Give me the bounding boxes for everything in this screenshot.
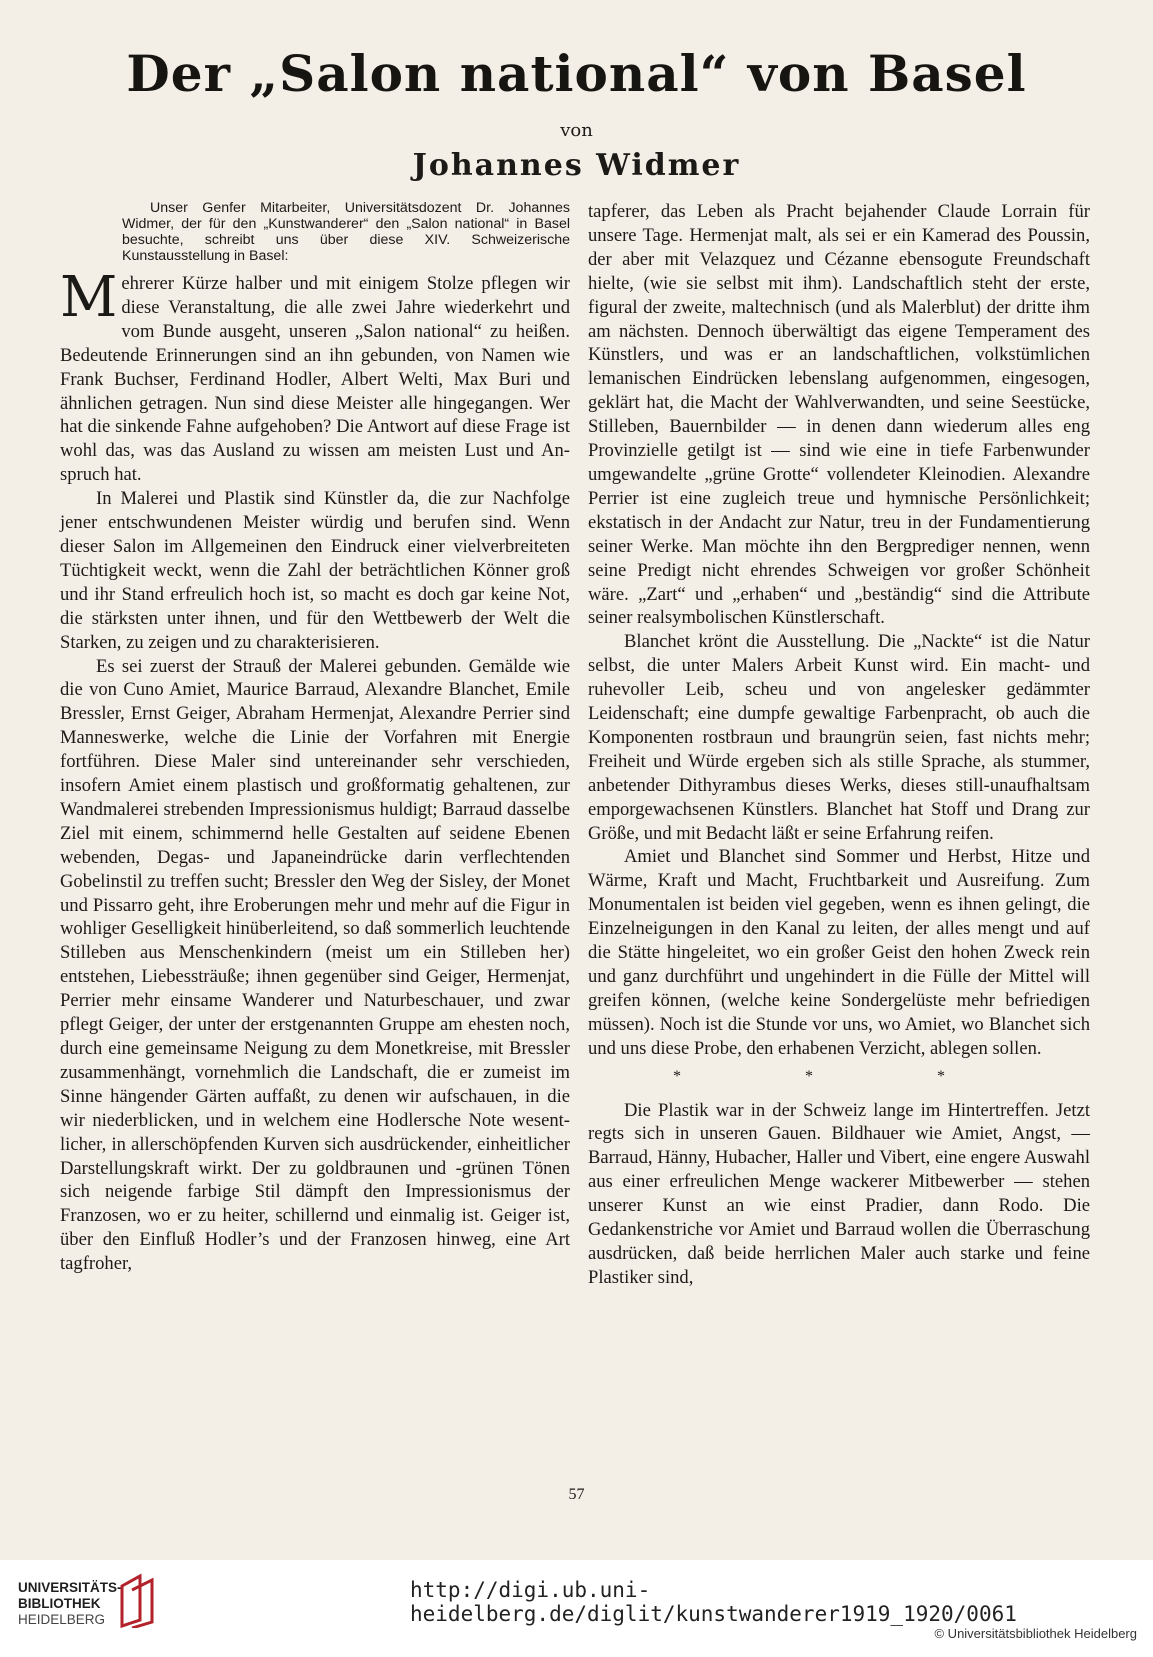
paragraph: Blanchet krönt die Ausstellung. Die „Nackte“ ist die Natur selbst, die unter Malers Arbeit Kunst wird. Ein macht- und ruhevoller Leib, scheu und von angelesker gedämmter Leidenschaft; eine dumpfe gewaltige Farbenpracht, ob auch die Komponenten rostbraun und braungrün seien, fast nichts mehr; Freiheit und Würde ergeben sich als stille Sprache, als stummer, anbetender Dithyrambus dieses Werks, dieses still-unaufhaltsam emporgewachsenen Künstlers. Blanchet hat Stoff und Drang zur Größe, und mit Bedacht läßt er seine Erfahrung reifen.: [588, 631, 1090, 844]
byline-von: von: [560, 120, 593, 141]
library-logo-icon: [118, 1572, 158, 1628]
paragraph: In Malerei und Plastik sind Künstler da, die zur Nachfolge jener entschwundenen Meister würdig und berufen sind. Wenn dieser Salon im Allgemeinen den Eindruck einer vielverbreiteten Tüchtigkeit weckt, wenn die Zahl der beträchtlichen Könner groß und ihr Stand erfreulich hoch ist, so macht es doch gar keine Not, die stärksten unter ihnen, und für den Wettbewerb der Welt die Starken, zu zeigen und zu charakterisieren.: [60, 488, 570, 653]
paragraph: tapferer, das Leben als Pracht bejahender Claude Lorrain für unsere Tage. Hermenjat malt, als sei er ein Kamerad des Poussin, der aber mit Velazquez und Cézanne ebensogute Freundschaft hielte, (wie sie selbst mit ihm). Landschaftlich steht der erste, figural der zweite, maltechnisch (und als Malerblut) der dritte ihm am nächsten. Dennoch überwältigt das eigene Temperament des Künstlers, und was er an landschaftlichen, volkstümlichen lemanischen Eindrücken lebenslang aufgenommen, eingesogen, geklärt hat, die Macht der Wahlverwandten, und seine Seestücke, Stilleben, Bauernbilder — in denen dann wiederum alles eng Provinzielle getilgt ist — sind wie eine in tiefe Farbenwunder umgewandelte „grüne Grotte“ vollendeter Kleinodien. Alexandre Perrier ist eine zugleich treue und hymnische Persönlichkeit; ekstatisch in der Andacht zur Natur, treu in der Fundamentierung seiner Werke. Man möchte ihn den Bergprediger nennen, wenn seine Predigt nicht ehrendes Schweigen vor großer Schönheit wäre. „Zart“ und „erhaben“ und „beständig“ sind die Attribute seiner realsymbolischen Künstlerschaft.: [588, 201, 1090, 629]
library-footer: [0, 1560, 1153, 1657]
editor-note: Unser Genfer Mitarbeiter, Universitätsdozent Dr. Johannes Widmer, der für den „Kunstwanderer“ den „Salon national“ in Basel besuchte, schreibt uns über diese XIV. Schweizerische Kunstausstellung in Basel:: [122, 200, 570, 264]
section-divider: * * *: [673, 1067, 1005, 1085]
logo-line: HEIDELBERG: [18, 1612, 106, 1627]
article-title: Der „Salon national“ von Basel: [126, 44, 1027, 103]
permalink-url[interactable]: http://digi.ub.uni-heidelberg.de/diglit/kunstwanderer1919_1920/0061: [410, 1578, 1017, 1626]
paragraph-text: ehrerer Kürze halber und mit einigem Stolze pflegen wir diese Veranstaltung, die alle zwei Jahre wiederkehrt und vom Bunde ausgeht, unseren „Salon national“ zu heißen. Bedeutende Erinnerungen sind an ihn gebunden, von Namen wie Frank Buchser, Ferdinand Hodler, Albert Welti, Max Buri und ähnlichen getragen. Nun sind diese Meister alle hingegangen. Wer hat die sinkende Fahne aufgehoben? Die Antwort auf diese Frage ist wohl das, was das Ausland zu wissen am meisten Lust und Anspruch hat.: [60, 273, 570, 486]
author-name: Johannes Widmer: [412, 148, 741, 183]
paragraph: Es sei zuerst der Strauß der Malerei gebunden. Gemälde wie die von Cuno Amiet, Maurice Barraud, Alexandre Blanchet, Emile Bressler, Ernst Geiger, Abraham Hermenjat, Alexandre Perrier sind Manneswerke, welche die Linie der Vorfahren mit Energie fortführen. Diese Maler sind untereinander sehr verschieden, insofern Amiet einem plastisch und großformatig gehaltenen, zur Wandmalerei strebenden Impressionismus huldigt; Barraud dasselbe Ziel mit einem, schimmernd helle Gestalten auf seidene Ebenen webenden, Degas- und Japaneindrücke darin verflechtenden Gobelinstil zu treffen sucht; Bressler den Weg der Sisley, der Monet und Pissarro geht, ihre Eroberungen mehr und mehr auf die Figur in wohliger Geselligkeit hinüberleitend, so daß sommerlich leuchtende Stilleben aus Menschenkindern (meist um ein Stilleben her) entstehen, Liebessträuße; ihnen gegenüber sind Geiger, Hermenjat, Perrier mehr einsame Wanderer und Naturbeschauer, und zwar pflegt Geiger, der unter der erstgenannten Gruppe am ehesten noch, durch eine gemeinsame Neigung zu dem Monetkreise, mit Bressler zusammenhängt, vornehmlich die Landschaft, die er zumeist im Sinne hängender Gärten auffaßt, zu denen wir aufschauen, in die wir niederblicken, und in welchem eine Hodlersche Note wesentlicher, in allerschöpfenden Kurven sich ausdrückender, einheitlicher Darstellungskraft wirkt. Der zu goldbraunen und -grünen Tönen sich neigende farbige Stil dämpft den Impressionismus der Franzosen, wo er zu heiter, schillernd und einmalig ist. Geiger ist, über den Einfluß Hodler’s und der Franzosen hinweg, eine Art tagfroher,: [60, 655, 570, 1275]
library-logo-text: [18, 1580, 122, 1628]
drop-cap: M: [60, 265, 118, 330]
paragraph: Amiet und Blanchet sind Sommer und Herbst, Hitze und Wärme, Kraft und Macht, Fruchtbarkeit und Ausreifung. Zum Monumentalen ist beiden viel gegeben, wenn es ihnen gelingt, die Einzelneigungen in den Kanal zu leiten, der alles mengt und auf die Stätte hingeleitet, wo ein großer Geist den hohen Zweck rein und ganz durchführt und ungehindert in die Fülle der Mittel will greifen können, (welche keine Sondergelüste mehr befriedigen müssen). Noch ist die Stunde vor uns, wo Amiet, wo Blanchet sich und uns diese Probe, den erhabenen Verzicht, ablegen sollen.: [588, 846, 1090, 1059]
logo-line: BIBLIOTHEK: [18, 1596, 101, 1611]
right-column: [588, 200, 1090, 1290]
page-number: 57: [568, 1486, 585, 1503]
paragraph: [60, 265, 570, 487]
paragraph: Die Plastik war in der Schweiz lange im Hintertreffen. Jetzt regts sich in unseren Gauen. Bildhauer wie Amiet, Angst, — Barraud, Hänny, Hubacher, Haller und Vibert, eine engere Auswahl aus einer erfreulichen Menge wackerer Mitbewerber — stehen unserer Kunst an wie einst Pradier, dann Rodo. Die Gedankenstriche vor Amiet und Barraud wollen die Überraschung ausdrücken, daß beide herrlichen Maler auch starke und feine Plastiker sind,: [588, 1099, 1090, 1288]
copyright-notice: © Universitätsbibliothek Heidelberg: [934, 1626, 1137, 1641]
left-column: [60, 200, 570, 1276]
logo-line: UNIVERSITÄTS-: [18, 1580, 122, 1595]
